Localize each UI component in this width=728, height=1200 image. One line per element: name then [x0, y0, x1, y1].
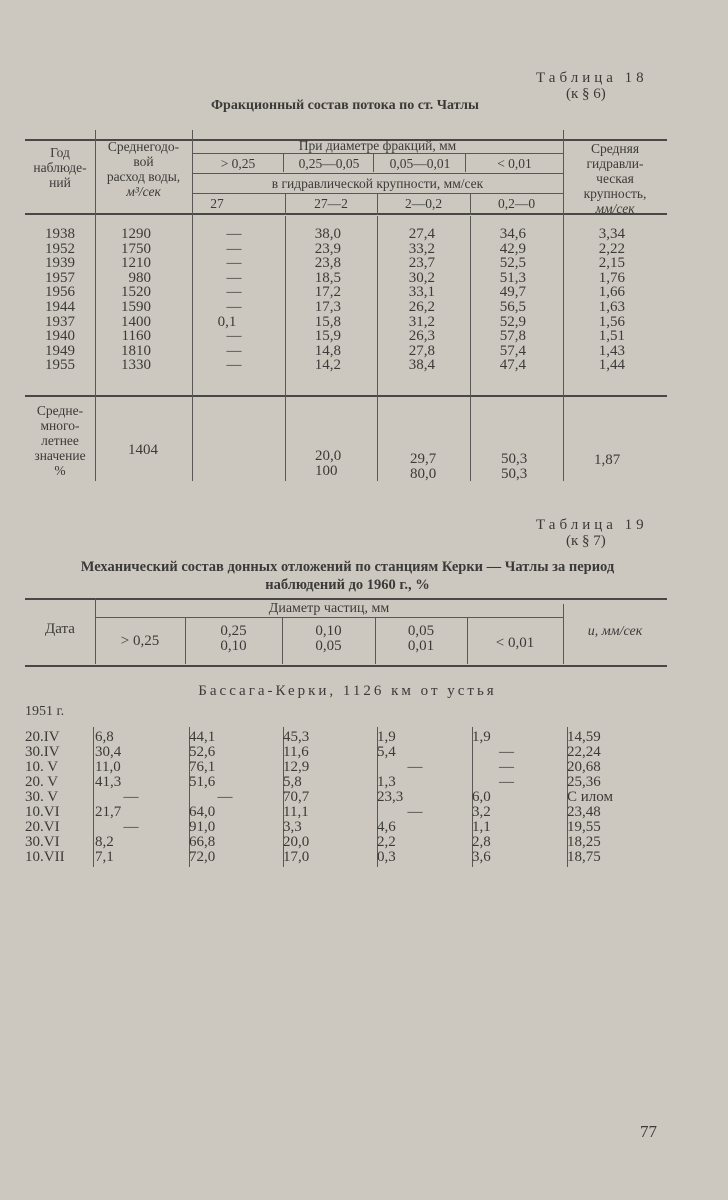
header-diameter: > 0,25	[220, 156, 256, 171]
table-cell: 38,0	[314, 226, 341, 242]
mean-col-27-2	[315, 449, 341, 478]
table19-header-rule	[25, 665, 667, 667]
table-cell: 76,1	[189, 759, 216, 775]
header-diameter: 0,25—0,05	[298, 156, 360, 171]
table-cell: 23,3	[377, 789, 404, 805]
table-cell: —	[499, 774, 514, 790]
table-cell: 25,36	[567, 774, 601, 790]
table-cell: 1949	[45, 342, 75, 359]
table-cell: 3,3	[283, 819, 302, 835]
table-cell: 52,9	[499, 313, 526, 330]
table-cell: 66,8	[189, 834, 216, 850]
mean-label-text: %	[54, 463, 66, 478]
table-cell: 5,8	[283, 774, 302, 790]
column-6	[567, 730, 627, 865]
table-cell: 22,24	[567, 744, 601, 760]
header-text: крупность,	[583, 186, 647, 201]
table-cell: 1938	[45, 226, 75, 242]
mean-label-text: значение	[34, 448, 86, 463]
table-cell: 18,5	[314, 269, 341, 286]
header-hydraulic: 27—2	[314, 196, 348, 211]
table-cell: 21,7	[95, 804, 122, 820]
table-cell: 2,22	[598, 240, 625, 257]
header-hydraulic: 0,2—0	[497, 196, 536, 211]
table-cell: —	[407, 759, 423, 775]
table-cell: 1520	[121, 284, 151, 301]
header-diameter: > 0,25	[120, 633, 160, 649]
station-heading: Бассага-Керки, 1126 км от устья	[198, 683, 497, 699]
table-cell: 30,2	[408, 269, 435, 286]
mean-avg: 1,87	[594, 452, 621, 468]
table-cell: 33,1	[408, 284, 435, 301]
table-cell: 3,6	[472, 849, 491, 865]
divider	[93, 727, 94, 867]
header-text: вой	[133, 154, 154, 169]
header-text: Год	[50, 145, 70, 160]
table-cell: 1952	[45, 240, 75, 257]
header-diameter: < 0,01	[497, 156, 532, 171]
table19-label: Таблица 19	[536, 517, 648, 533]
table-cell: 1810	[121, 342, 151, 359]
header-text: мм/сек	[595, 201, 635, 216]
header-text: 0,05	[407, 623, 435, 639]
mean-flow: 1404	[128, 442, 158, 458]
table-cell: 91,0	[189, 819, 216, 835]
table-cell: 52,5	[499, 255, 526, 272]
header-diameter	[375, 624, 467, 654]
table-cell: 34,6	[499, 226, 526, 242]
header-diameter-group: При диаметре фракций, мм	[298, 138, 457, 153]
column-4	[377, 730, 439, 865]
mean-value: 20,0	[315, 448, 342, 464]
table-cell: 1944	[45, 298, 75, 315]
table-cell: 1,9	[472, 729, 491, 745]
column-1	[95, 227, 151, 373]
header-flow	[95, 139, 192, 199]
table-cell: —	[123, 819, 139, 835]
table-cell: 14,59	[567, 729, 601, 745]
table-cell: 57,4	[499, 342, 526, 359]
table-cell: 51,6	[189, 774, 216, 790]
column-0	[25, 227, 75, 373]
table-cell: 1,76	[598, 269, 625, 286]
table-cell: 1955	[45, 357, 75, 374]
table-cell: 57,8	[499, 328, 526, 345]
table-cell: 31,2	[408, 313, 435, 330]
table-cell: 7,1	[95, 849, 114, 865]
table-cell: —	[226, 255, 242, 272]
table-cell: 23,7	[408, 255, 435, 272]
year-label: 1951 г.	[25, 704, 65, 719]
table-cell: 23,9	[314, 240, 341, 257]
table-cell: 26,2	[408, 298, 435, 315]
column-5	[472, 730, 527, 865]
table-cell: 10. V	[25, 759, 59, 775]
column-1	[95, 730, 153, 865]
header-hydraulic: 27	[210, 196, 224, 211]
table-cell: 0,3	[377, 849, 396, 865]
table-cell: 5,4	[377, 744, 396, 760]
table-cell: 27,8	[408, 342, 435, 359]
table-cell: —	[217, 789, 233, 805]
header-text: 0,10	[220, 638, 247, 654]
column-3	[283, 730, 341, 865]
table19-title	[25, 558, 670, 594]
mean-col-02-0	[501, 452, 527, 481]
mean-label-text: летнее	[41, 433, 79, 448]
header-u: u, мм/сек	[587, 624, 643, 639]
table-cell: 2,15	[598, 255, 625, 272]
column-5	[470, 227, 526, 373]
table-cell: 11,1	[283, 804, 309, 820]
table-cell: 8,2	[95, 834, 114, 850]
table-cell: 1,63	[598, 298, 625, 315]
header-text: ний	[49, 175, 71, 190]
table-cell: 12,9	[283, 759, 310, 775]
table-cell: 6,0	[472, 789, 491, 805]
table-cell: —	[226, 298, 242, 315]
column-4	[377, 227, 435, 373]
table-cell: 2,2	[377, 834, 396, 850]
header-text: ческая	[596, 171, 634, 186]
table18-label: Таблица 18	[536, 70, 648, 86]
mean-value: 50,3	[501, 451, 528, 467]
header-text: 0,25	[220, 623, 247, 639]
table-cell: 23,8	[314, 255, 341, 272]
divider	[95, 617, 563, 618]
table-cell: 4,6	[377, 819, 396, 835]
table-cell: 10.VII	[25, 849, 65, 865]
table-cell: 10.VI	[25, 804, 60, 820]
table-cell: 1,43	[598, 342, 625, 359]
table-cell: 45,3	[283, 729, 310, 745]
table18-ref: (к § 6)	[566, 86, 606, 102]
header-diameter	[282, 624, 375, 654]
table-cell: 15,9	[314, 328, 341, 345]
table-cell: —	[226, 240, 242, 257]
header-diameter: 0,05—0,01	[389, 156, 451, 171]
table18-mean-rule	[25, 395, 667, 397]
mean-label-text: много-	[40, 418, 80, 433]
table-cell: 23,48	[567, 804, 601, 820]
column-6	[563, 227, 625, 373]
table-cell: 20,0	[283, 834, 310, 850]
table-cell: 1,66	[598, 284, 625, 301]
mean-label	[25, 403, 95, 478]
header-text: 0,01	[407, 638, 435, 654]
header-diameter: < 0,01	[495, 635, 535, 651]
table-cell: 26,3	[408, 328, 435, 345]
table-cell: 1750	[121, 240, 151, 257]
column-0	[25, 730, 85, 865]
header-text: расход воды,	[106, 169, 181, 184]
table-cell: 980	[128, 269, 151, 286]
table-cell: 11,6	[283, 744, 309, 760]
table-cell: 47,4	[499, 357, 526, 374]
table-cell: 30.IV	[25, 744, 60, 760]
table-cell: 14,8	[314, 342, 341, 359]
mean-col-2-02	[410, 452, 436, 481]
table-cell: 30.VI	[25, 834, 60, 850]
page-number: 77	[640, 1122, 657, 1141]
header-text: гидравли-	[586, 156, 644, 171]
table-cell: 1,51	[598, 328, 625, 345]
table-cell: 20.VI	[25, 819, 60, 835]
table-cell: 27,4	[408, 226, 435, 242]
divider	[192, 153, 563, 154]
table-cell: —	[226, 342, 242, 359]
table-cell: 1,44	[598, 357, 625, 374]
table-cell: 30,4	[95, 744, 122, 760]
table-cell: 20. V	[25, 774, 59, 790]
table-cell: 41,3	[95, 774, 122, 790]
table-cell: 1939	[45, 255, 75, 272]
table-cell: 17,3	[314, 298, 341, 315]
divider	[192, 173, 563, 174]
table19-ref: (к § 7)	[566, 533, 606, 549]
table-cell: —	[123, 789, 139, 805]
table-cell: 14,2	[314, 357, 341, 374]
table-cell: 18,75	[567, 849, 601, 865]
table-cell: 52,6	[189, 744, 216, 760]
table-cell: —	[226, 328, 242, 345]
table-cell: 1,56	[598, 313, 625, 330]
header-diameter-group: Диаметр частиц, мм	[268, 601, 390, 616]
header-text: м³/сек	[126, 184, 161, 199]
table-cell: —	[226, 357, 242, 374]
header-diameter	[185, 624, 282, 654]
table-cell: —	[226, 226, 242, 242]
table-cell: 64,0	[189, 804, 216, 820]
header-hydraulic-group: в гидравлической крупности, мм/сек	[271, 176, 484, 191]
header-avg	[563, 141, 667, 216]
header-text: 0,10	[315, 623, 342, 639]
table-cell: 1,1	[472, 819, 491, 835]
table-cell: 33,2	[408, 240, 435, 257]
table-cell: 1957	[45, 269, 75, 286]
header-text: наблюде-	[33, 160, 87, 175]
table-cell: 15,8	[314, 313, 341, 330]
header-text: Среднегодо-	[107, 139, 180, 154]
table-cell: 49,7	[499, 284, 526, 301]
table-cell: 2,8	[472, 834, 491, 850]
table-cell: 1956	[45, 284, 75, 301]
header-date: Дата	[45, 621, 75, 637]
header-year	[25, 145, 95, 190]
table-cell: 51,3	[499, 269, 526, 286]
table-cell: —	[226, 269, 242, 286]
table-cell: 1937	[45, 313, 75, 330]
table-cell: 38,4	[408, 357, 435, 374]
table-cell: 72,0	[189, 849, 216, 865]
table18-title: Фракционный состав потока по ст. Чатлы	[211, 98, 479, 113]
mean-percent: 100	[315, 462, 338, 479]
table-cell: 1330	[121, 357, 151, 374]
table-cell: 0,1	[217, 313, 237, 330]
table-cell: 42,9	[499, 240, 526, 257]
table-cell: 1940	[45, 328, 75, 345]
table-cell: 17,2	[314, 284, 341, 301]
table-cell: 20,68	[567, 759, 601, 775]
table-cell: —	[499, 759, 514, 775]
table-cell: 18,25	[567, 834, 601, 850]
table-cell: 3,2	[472, 804, 491, 820]
title-line: наблюдений до 1960 г., %	[265, 577, 430, 593]
column-2	[192, 227, 262, 373]
column-2	[189, 730, 247, 865]
table-cell: 17,0	[283, 849, 310, 865]
mean-label-text: Средне-	[36, 403, 84, 418]
table-cell: 1,3	[377, 774, 396, 790]
table-cell: 1590	[121, 298, 151, 315]
table-cell: 3,34	[598, 226, 625, 242]
title-line: Механический состав донных отложений по станциям Керки — Чатлы за период	[80, 559, 615, 575]
header-hydraulic: 2—0,2	[404, 196, 443, 211]
table19-top-rule	[25, 598, 667, 600]
table-cell: 30. V	[25, 789, 59, 805]
mean-percent: 50,3	[501, 465, 528, 482]
header-text: 0,05	[315, 638, 342, 654]
table-cell: —	[407, 804, 423, 820]
table-cell: 56,5	[499, 298, 526, 315]
table-cell: —	[226, 284, 242, 301]
table-cell: 6,8	[95, 729, 114, 745]
table-cell: 44,1	[189, 729, 216, 745]
table-cell: 1160	[121, 328, 151, 345]
table-cell: С илом	[567, 789, 613, 805]
table-cell: 1400	[121, 313, 151, 330]
mean-value: 29,7	[410, 451, 437, 467]
column-3	[285, 227, 341, 373]
table-cell: 1210	[121, 255, 151, 272]
table-cell: 1290	[121, 226, 151, 242]
table-cell: 20.IV	[25, 729, 60, 745]
table-cell: 70,7	[283, 789, 310, 805]
mean-percent: 80,0	[410, 465, 437, 482]
table-cell: 1,9	[377, 729, 396, 745]
table-cell: 11,0	[95, 759, 121, 775]
table-cell: 19,55	[567, 819, 601, 835]
header-text: Средняя	[590, 141, 640, 156]
table-cell: —	[499, 744, 514, 760]
